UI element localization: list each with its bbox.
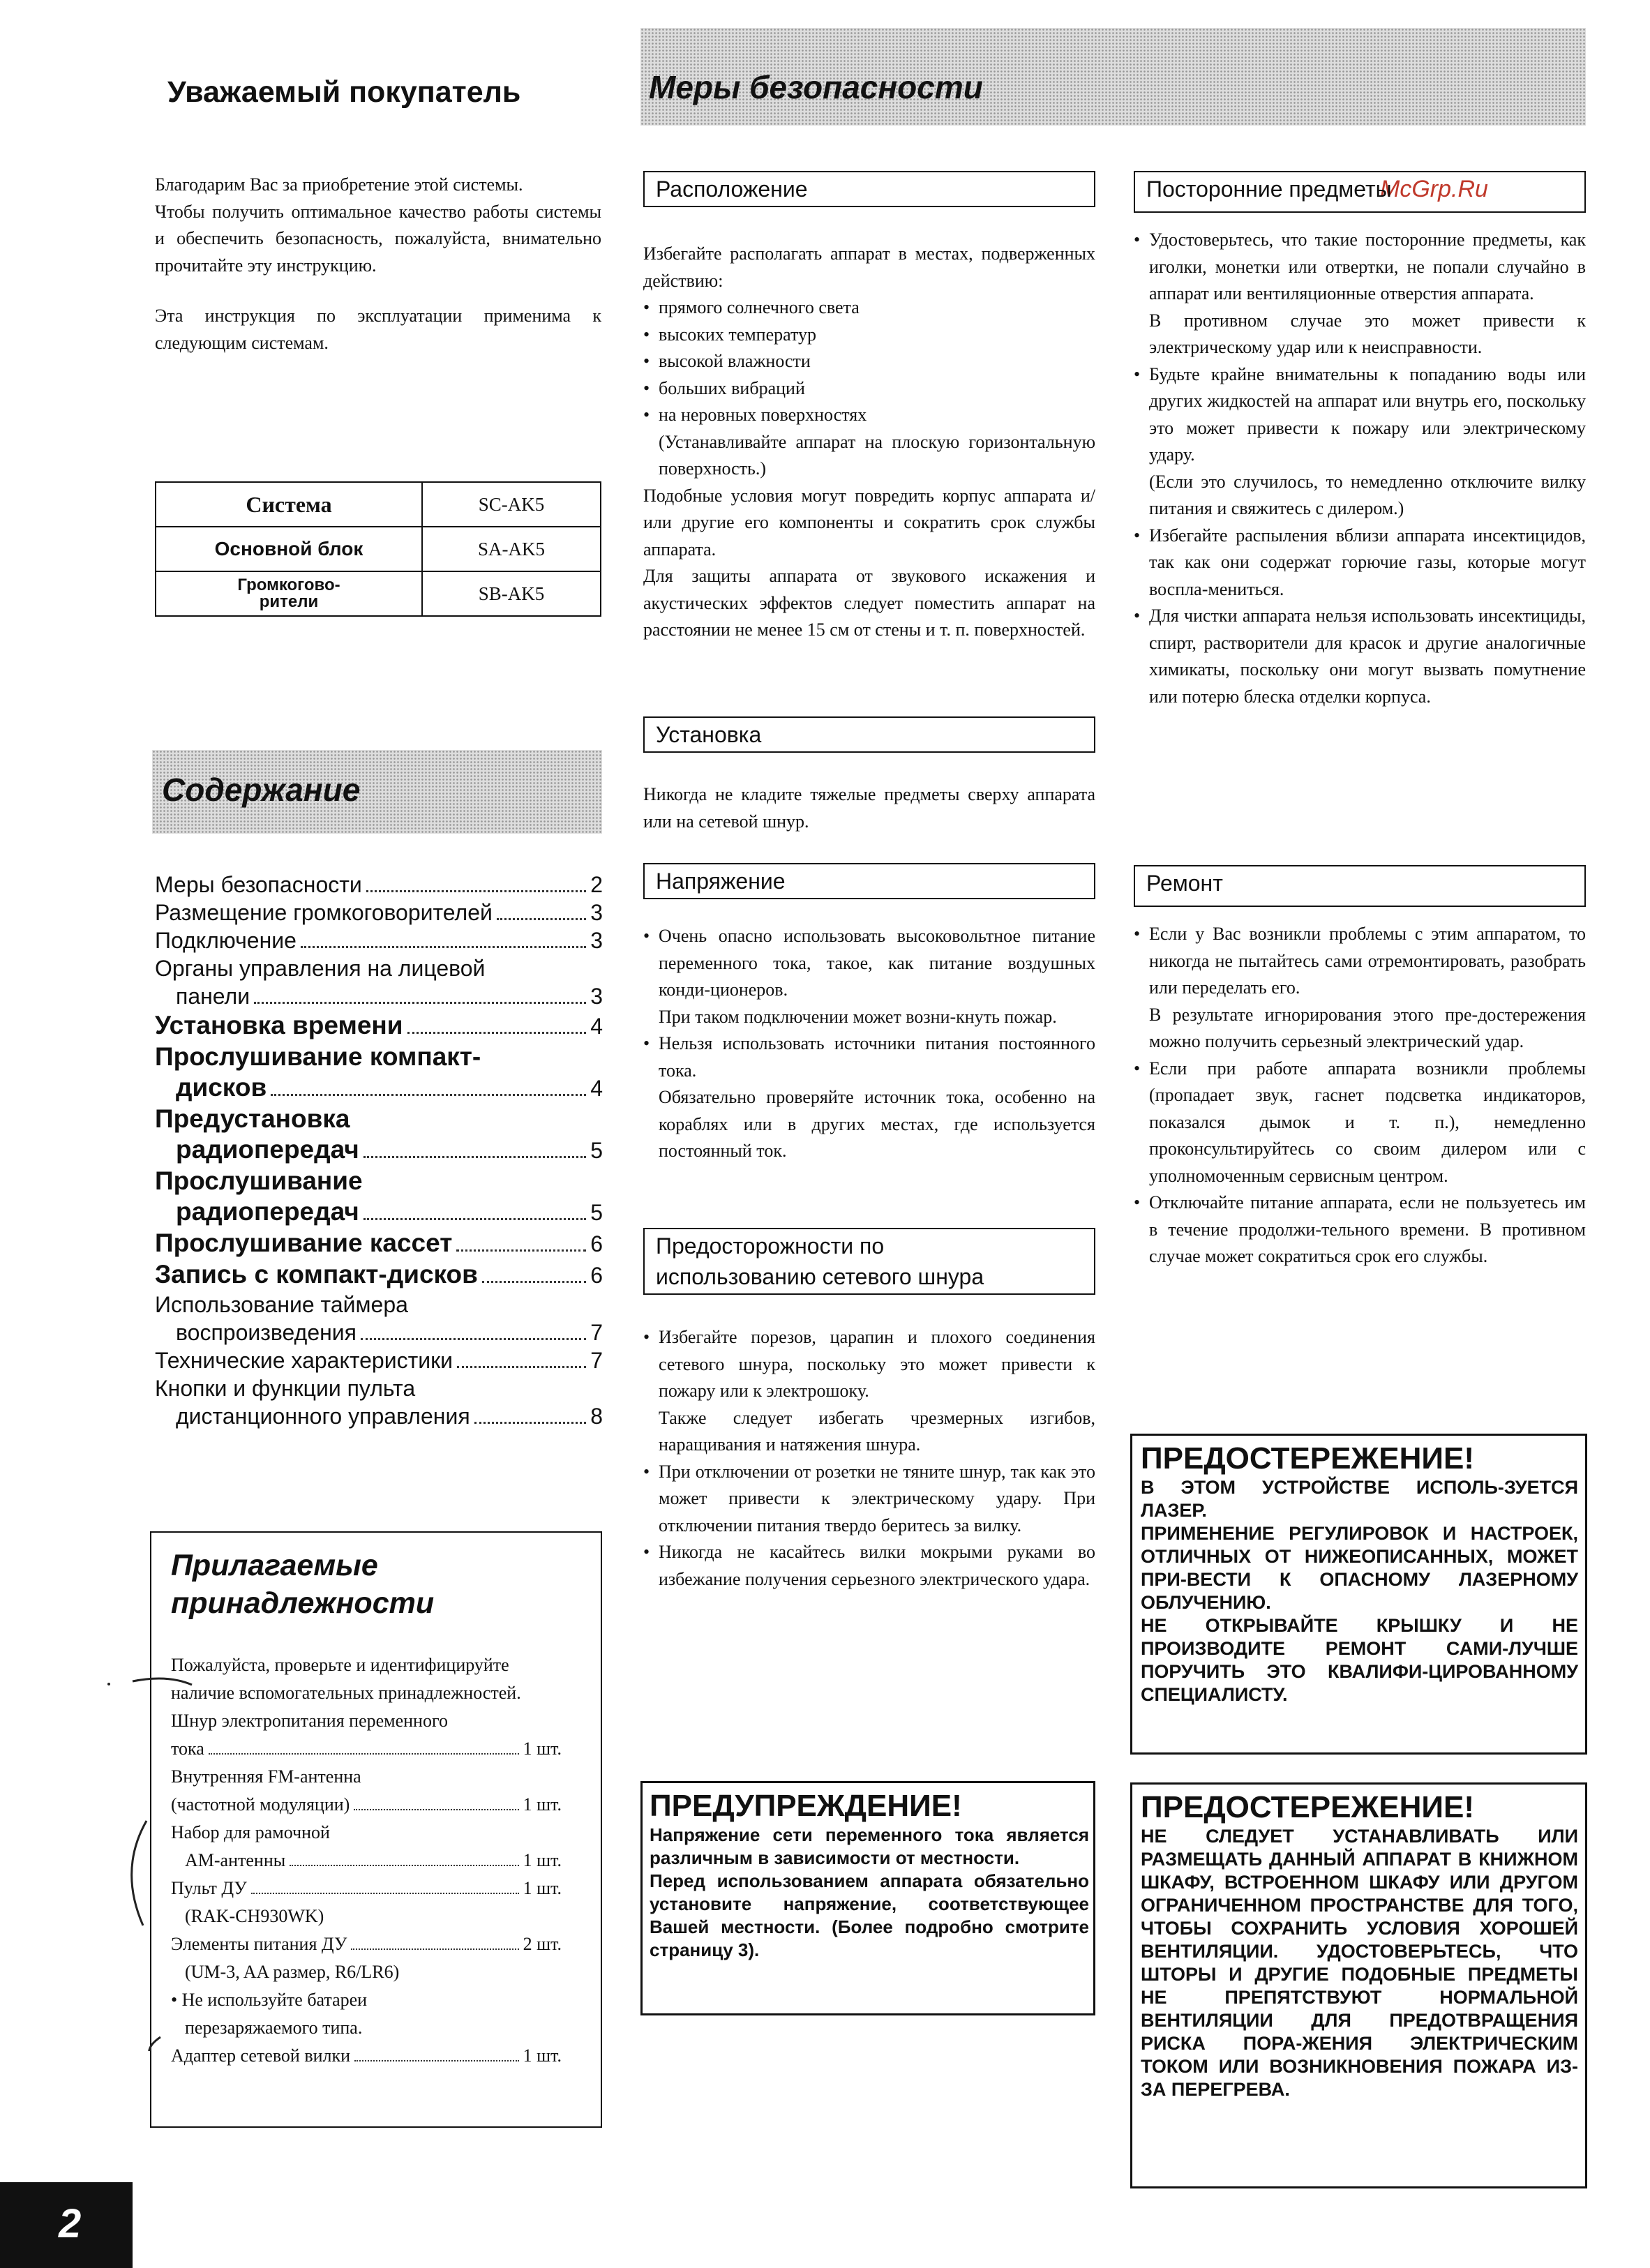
toc-item[interactable]: воспроизведения 7 — [176, 1320, 603, 1345]
toc-item[interactable]: панели 3 — [176, 984, 603, 1009]
list-item: • Нельзя использовать источники питания постоянного тока. Обязательно проверяйте источник тока, особенно на кораблях или в других местах, где используется постоянный ток. — [643, 1030, 1095, 1165]
list-item: • Для чистки аппарата нельзя использовать инсектициды, спирт, растворители для красок и другие аналогичные химикаты, поскольку они могут вызвать помутнение или потерю блеска отделки корпуса. — [1134, 603, 1586, 710]
table-row — [156, 482, 601, 527]
intro-paragraph-3: Эта инструкция по эксплуатации применима к следующим системам. — [155, 306, 601, 353]
warning-p2: Перед использованием аппарата обязательно установите напряжение, соответствующее Вашей местности. (Более подробно смотрите страницу 3). — [650, 1870, 1089, 1960]
list-item: • Очень опасно использовать высоковольтное питание переменного тока, такое, как питание воздушных конди-ционеров. При таком подключении может возни-кнуть пожар. — [643, 923, 1095, 1030]
toc-item[interactable]: Размещение громкоговорителей 3 — [155, 900, 603, 925]
list-item: • больших вибраций — [643, 375, 1095, 403]
location-intro: Избегайте располагать аппарат в местах, подверженных действию: — [643, 243, 1095, 291]
foreign-heading: Посторонние предметы — [1134, 171, 1586, 213]
list-item: • При отключении от розетки не тяните шнур, так как это может привести к электрическому удару. При отключении питания твердо беритесь за вилку. — [643, 1459, 1095, 1540]
location-list — [643, 294, 1095, 429]
accessory-item: • Не используйте батареи — [171, 1990, 368, 2010]
speakers-label: Громкогово- рители — [156, 571, 422, 616]
warning-box — [640, 1781, 1095, 2015]
table-row — [156, 571, 601, 616]
accessory-item: (RAK-CH930WK) — [185, 1906, 324, 1926]
toc-item[interactable]: Запись с компакт-дисков 6 — [155, 1260, 603, 1289]
location-p1: Подобные условия могут повредить корпус аппарата и/или другие его компоненты и сократить срок службы аппарата. — [643, 485, 1095, 560]
warning-p1: Напряжение сети переменного тока является различным в зависимости от местности. — [650, 1824, 1089, 1868]
contents-banner — [152, 750, 602, 834]
page-number: 2 — [59, 2201, 82, 2246]
main-unit-label: Основной блок — [156, 527, 422, 571]
location-section — [643, 241, 1095, 644]
toc-item[interactable]: радиопередач 5 — [176, 1197, 603, 1226]
toc-item[interactable]: дистанционного управления 8 — [176, 1404, 603, 1429]
accessory-item: тока 1 шт. — [171, 1738, 562, 1759]
watermark: McGrp.Ru — [1380, 176, 1488, 202]
speakers-value: SB-AK5 — [422, 571, 601, 616]
caution-laser-p2: ПРИМЕНЕНИЕ РЕГУЛИРОВОК И НАСТРОЕК, ОТЛИЧНЫХ ОТ НИЖЕОПИСАННЫХ, МОЖЕТ ПРИ-ВЕСТИ К ОПАСНОМУ ЛАЗЕРНОМУ ОБЛУЧЕНИЮ. — [1141, 1523, 1578, 1613]
list-item: • Никогда не касайтесь вилки мокрыми руками во избежание получения серьезного электрического удара. — [643, 1539, 1095, 1593]
installation-text: Никогда не кладите тяжелые предметы сверху аппарата или на сетевой шнур. — [643, 784, 1095, 832]
location-p2: Для защиты аппарата от звукового искажения и акустических эффектов следует поместить аппарат на расстоянии не менее 15 см от стены и т. п. поверхностей. — [643, 566, 1095, 640]
repair-heading: Ремонт — [1134, 865, 1586, 907]
accessories-title-line2: принадлежности — [171, 1586, 435, 1620]
accessory-item: (UM-3, AA размер, R6/LR6) — [185, 1962, 400, 1982]
warning-title: ПРЕДУПРЕЖДЕНИЕ! — [650, 1789, 962, 1823]
accessories-title-line1: Прилагаемые — [171, 1549, 378, 1582]
table-of-contents — [155, 871, 603, 1430]
accessory-item: (частотной модуляции) 1 шт. — [171, 1794, 562, 1815]
accessory-item: Элементы питания ДУ 2 шт. — [171, 1934, 562, 1954]
cord-heading-line2: использованию сетевого шнура — [656, 1264, 984, 1289]
list-item: • Если у Вас возникли проблемы с этим аппаратом, то никогда не пытайтесь сами отремонтировать, разобрать или переделать его. В результате игнорирования этого пре-достережения можно получить серьезный электрический удар. — [1134, 921, 1586, 1056]
cord-section — [643, 1324, 1095, 1593]
system-value: SC-AK5 — [422, 482, 601, 527]
toc-item[interactable]: дисков 4 — [176, 1073, 603, 1102]
repair-list — [1134, 921, 1586, 1270]
system-table — [155, 481, 601, 617]
cord-list — [643, 1324, 1095, 1593]
accessories-box — [150, 1531, 602, 2128]
repair-section — [1134, 921, 1586, 1270]
list-item: • высокой влажности — [643, 348, 1095, 375]
installation-heading: Установка — [643, 716, 1095, 753]
handwritten-mark — [105, 1660, 202, 2051]
accessories-title — [171, 1547, 434, 1622]
accessory-line: Внутренняя FM-антенна — [171, 1766, 361, 1787]
toc-item[interactable]: Органы управления на лицевой — [155, 956, 486, 981]
caution-laser-p3: НЕ ОТКРЫВАЙТЕ КРЫШКУ И НЕ ПРОИЗВОДИТЕ РЕМОНТ САМИ-ЛУЧШЕ ПОРУЧИТЬ ЭТО КВАЛИФИ-ЦИРОВАННОМУ СПЕЦИАЛИСТУ. — [1141, 1615, 1578, 1705]
intro-paragraph-2: Чтобы получить оптимальное качество работы системы и обеспечить безопасность, пожалуйста, внимательно прочитайте эту инструкцию. — [155, 201, 601, 276]
foreign-section — [1134, 227, 1586, 710]
list-item: • Будьте крайне внимательны к попаданию воды или других жидкостей на аппарат или внутрь его, поскольку это может привести к пожару или электрическому удару. (Если это случилось, то немедленно отключите вилку питания и свяжитесь с дилером.) — [1134, 361, 1586, 523]
toc-item[interactable]: Установка времени 4 — [155, 1011, 603, 1039]
contents-title: Содержание — [162, 772, 361, 808]
cord-heading-line1: Предосторожности по — [656, 1233, 885, 1259]
list-item: • высоких температур — [643, 322, 1095, 349]
accessory-item: перезаряжаемого типа. — [185, 2018, 363, 2038]
voltage-heading: Напряжение — [643, 863, 1095, 899]
toc-item[interactable]: Использование таймера — [155, 1292, 408, 1317]
toc-item[interactable]: Подключение 3 — [155, 928, 603, 953]
accessory-line: Шнур электропитания переменного — [171, 1711, 448, 1731]
location-note: (Устанавливайте аппарат на плоскую горизонтальную поверхность.) — [659, 431, 1095, 479]
toc-item[interactable]: радиопередач 5 — [176, 1135, 603, 1164]
caution-laser-title: ПРЕДОСТЕРЕЖЕНИЕ! — [1141, 1441, 1475, 1475]
toc-item[interactable]: Предустановка — [155, 1104, 350, 1133]
list-item: • Избегайте распыления вблизи аппарата инсектицидов, так как они содержат горючие газы, которые могут воспла-мениться. — [1134, 523, 1586, 603]
accessories-list — [171, 1651, 562, 2070]
toc-item[interactable]: Прослушивание кассет 6 — [155, 1229, 603, 1257]
caution-laser-box — [1130, 1434, 1587, 1755]
caution-ventilation-text: НЕ СЛЕДУЕТ УСТАНАВЛИВАТЬ ИЛИ РАЗМЕЩАТЬ ДАННЫЙ АППАРАТ В КНИЖНОМ ШКАФУ, ВСТРОЕННОМ ШКАФУ ИЛИ ДРУГОМ ОГРАНИЧЕННОМ ПРОСТРАНСТВЕ ДЛЯ ТОГО, ЧТОБЫ СОХРАНИТЬ УСЛОВИЯ ХОРОШЕЙ ВЕНТИЛЯЦИИ. УДОСТОВЕРЬТЕСЬ, ЧТО ШТОРЫ И ДРУГИЕ ПОДОБНЫЕ ПРЕДМЕТЫ НЕ ПРЕПЯТСТВУЮТ НОРМАЛЬНОЙ ВЕНТИЛЯЦИИ ДЛЯ ПРЕДОТВРАЩЕНИЯ РИСКА ПОРА-ЖЕНИЯ ЭЛЕКТРИЧЕСКИМ ТОКОМ ИЛИ ВОЗНИКНОВЕНИЯ ПОЖАРА ИЗ-ЗА ПЕРЕГРЕВА. — [1141, 1826, 1578, 2100]
toc-item[interactable]: Меры безопасности 2 — [155, 872, 603, 897]
dear-customer-heading: Уважаемый покупатель — [167, 75, 521, 109]
accessories-intro: Пожалуйста, проверьте и идентифицируйте наличие вспомогательных принадлежностей. — [171, 1655, 521, 1703]
toc-item[interactable]: Прослушивание компакт- — [155, 1042, 481, 1071]
list-item: • Удостоверьтесь, что такие посторонние предметы, как иголки, монетки или отвертки, не попали случайно в аппарат или вентиляционные отверстия аппарата. В противном случае это может привести к электрическому удар или к неисправности. — [1134, 227, 1586, 361]
table-row — [156, 527, 601, 571]
intro-paragraph-1: Благодарим Вас за приобретение этой системы. — [155, 174, 523, 195]
accessory-line: Набор для рамочной — [171, 1822, 330, 1842]
main-unit-value: SA-AK5 — [422, 527, 601, 571]
list-item: • прямого солнечного света — [643, 294, 1095, 322]
voltage-list — [643, 923, 1095, 1165]
caution-ventilation-title: ПРЕДОСТЕРЕЖЕНИЕ! — [1141, 1790, 1475, 1824]
location-heading: Расположение — [643, 171, 1095, 207]
foreign-list — [1134, 227, 1586, 710]
safety-title: Меры безопасности — [649, 69, 983, 105]
accessory-item: Пульт ДУ 1 шт. — [171, 1878, 562, 1898]
toc-item[interactable]: Кнопки и функции пульта — [155, 1376, 416, 1401]
list-item: • Избегайте порезов, царапин и плохого соединения сетевого шнура, поскольку это может привести к пожару или к электрошоку. Также следует избегать чрезмерных изгибов, наращивания и натяжения шнура. — [643, 1324, 1095, 1459]
cord-heading — [643, 1228, 1095, 1295]
voltage-section — [643, 923, 1095, 1165]
page-number-box — [0, 2182, 133, 2268]
list-item: • на неровных поверхностях — [643, 402, 1095, 429]
accessory-item: AM-антенны 1 шт. — [185, 1850, 562, 1870]
system-label: Система — [156, 482, 422, 527]
list-item: • Отключайте питание аппарата, если не пользуетесь им в течение продолжи-тельного времени. В противном случае может сократиться срок его службы. — [1134, 1189, 1586, 1270]
accessory-item: Адаптер сетевой вилки 1 шт. — [171, 2045, 562, 2066]
toc-item[interactable]: Прослушивание — [155, 1166, 363, 1195]
toc-item[interactable]: Технические характеристики 7 — [155, 1348, 603, 1373]
caution-laser-p1: В ЭТОМ УСТРОЙСТВЕ ИСПОЛЬ-ЗУЕТСЯ ЛАЗЕР. — [1141, 1477, 1578, 1521]
list-item: • Если при работе аппарата возникли проблемы (пропадает звук, гаснет подсветка индикаторов, показался дымок и т. п.), немедленно проконсультируйтесь со своим дилером или с уполномоченным сервисным центром. — [1134, 1056, 1586, 1190]
caution-ventilation-box — [1130, 1782, 1587, 2188]
intro-text — [155, 172, 601, 356]
